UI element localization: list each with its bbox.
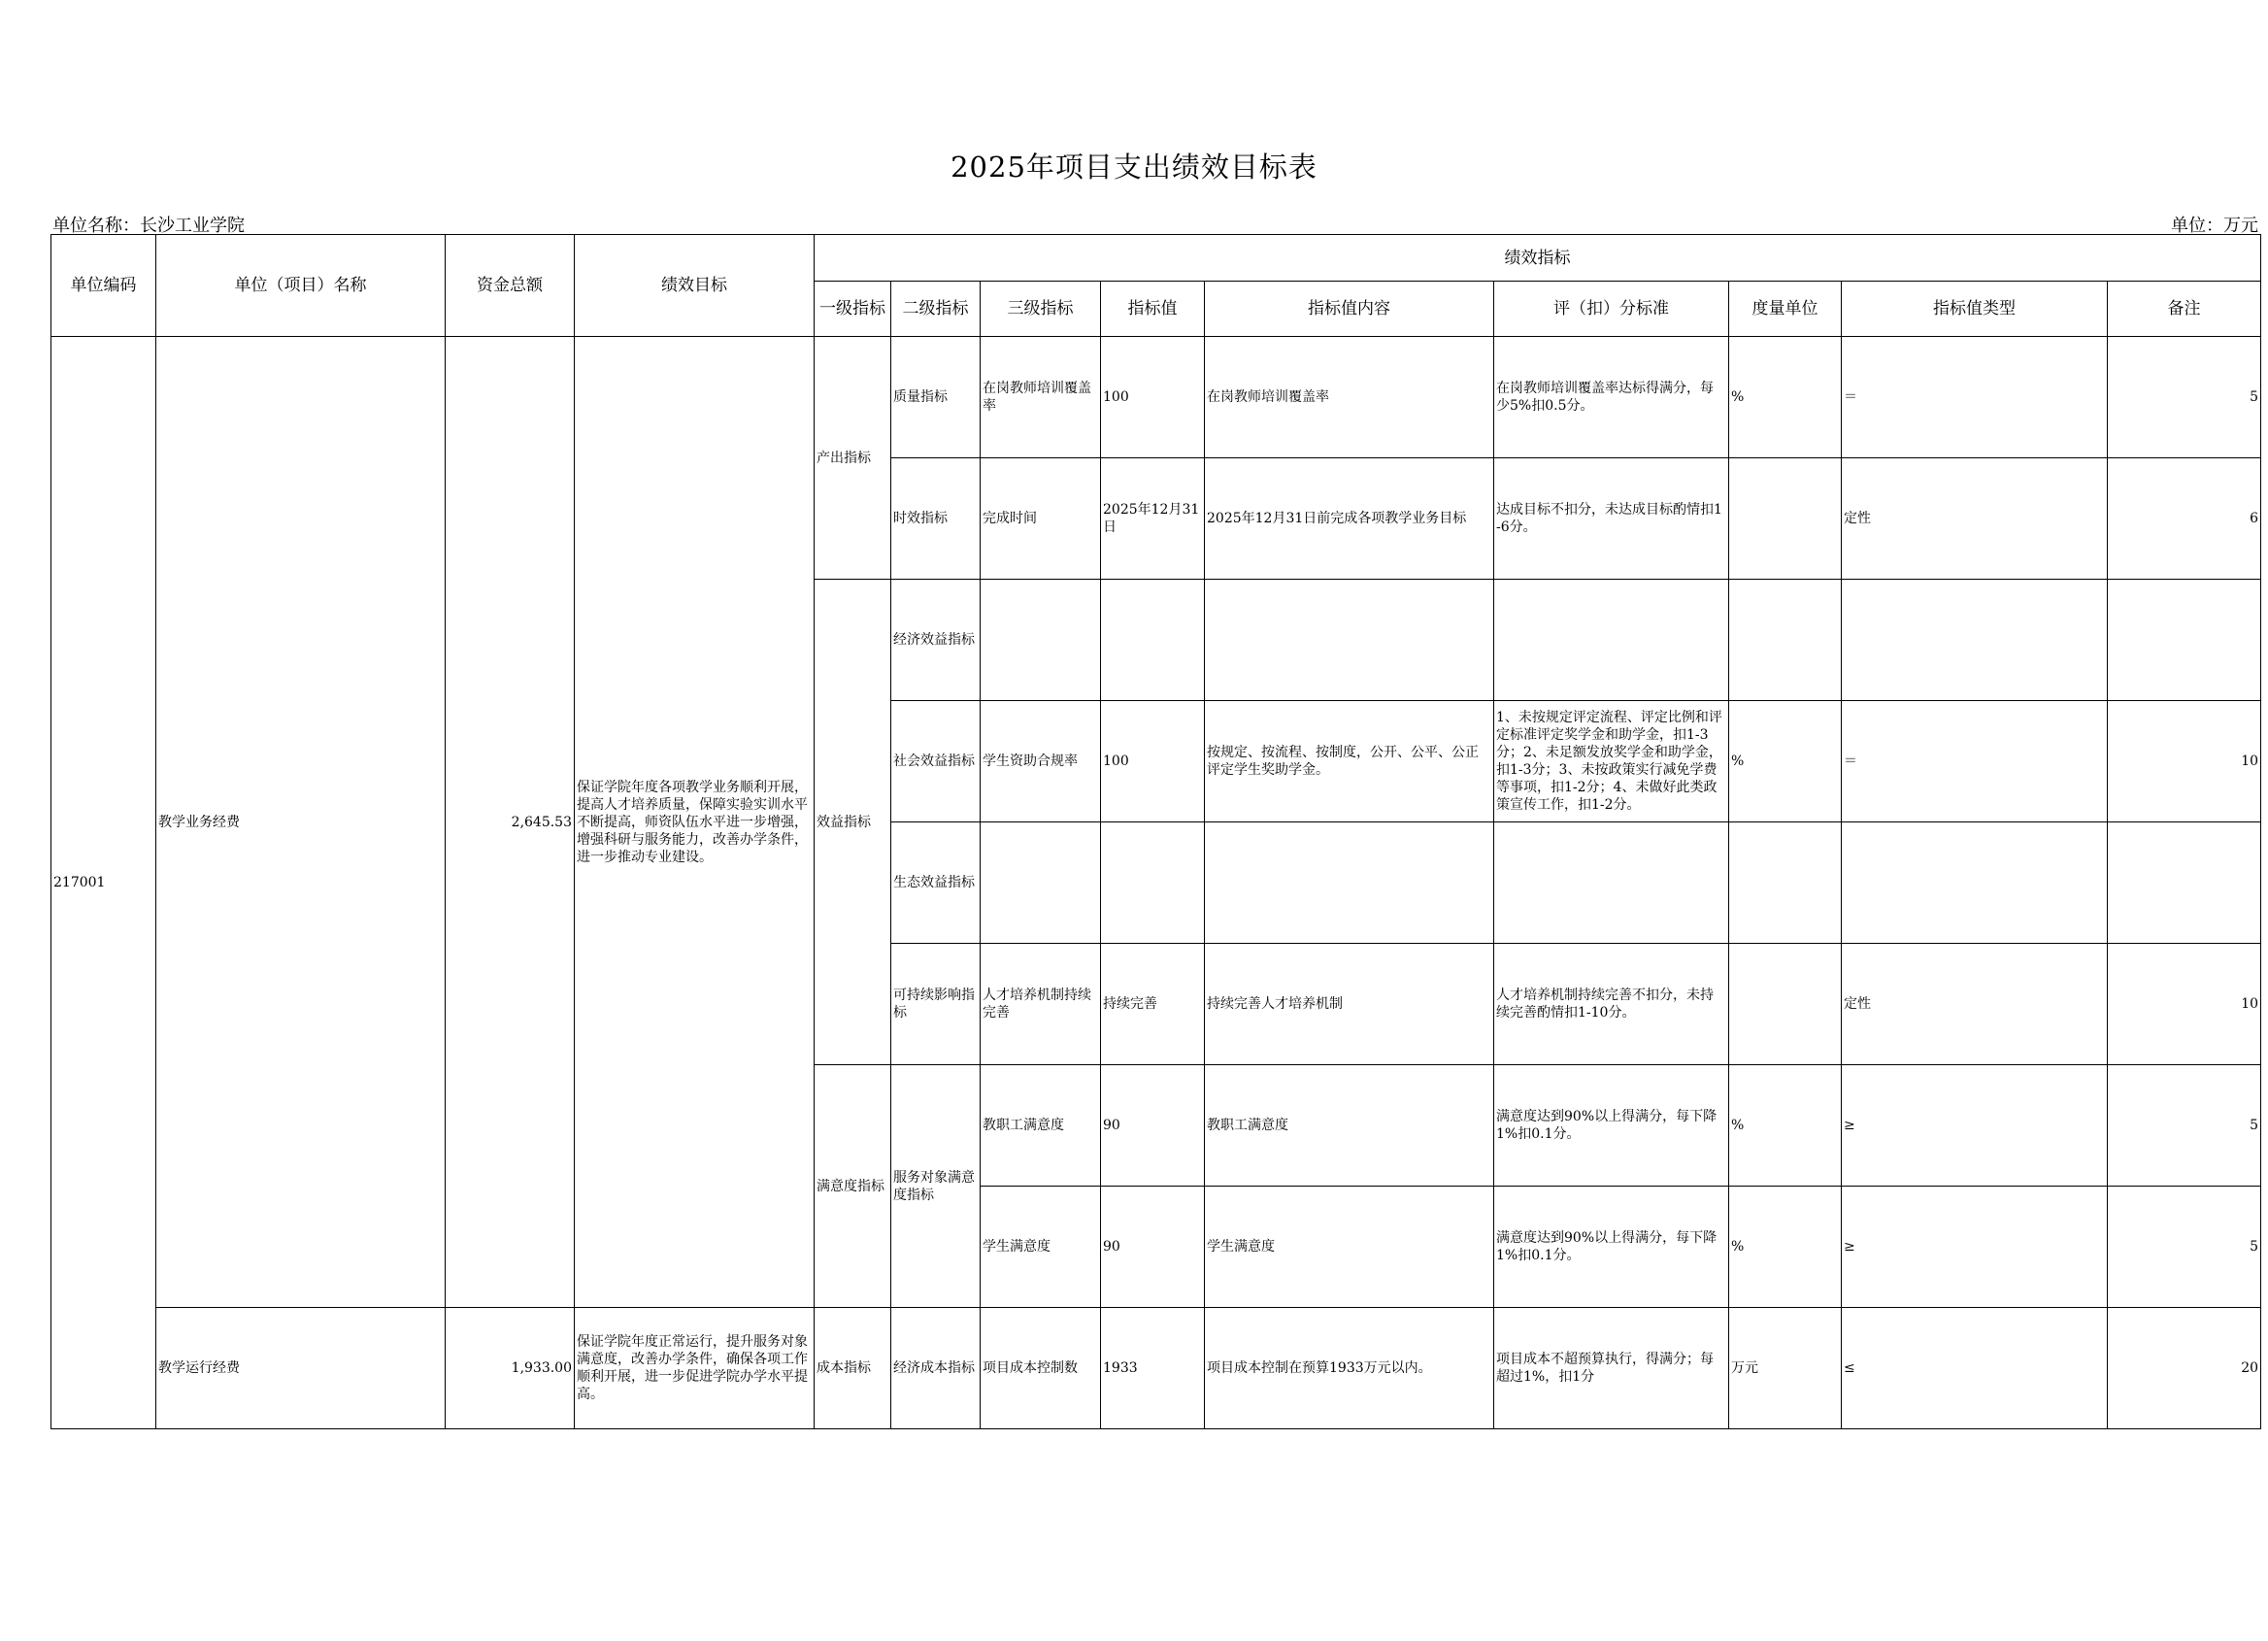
- measure-unit-cell: [1729, 944, 1842, 1065]
- level3-cell: 学生资助合规率: [981, 701, 1101, 822]
- header-indicators: 绩效指标: [815, 235, 2261, 282]
- level2-cell: 时效指标: [891, 458, 981, 580]
- scoring-cell: [1494, 580, 1729, 701]
- header-value: 指标值: [1101, 282, 1205, 337]
- value-cell: 90: [1101, 1065, 1205, 1187]
- remark-cell: [2108, 822, 2261, 944]
- level3-cell: [981, 822, 1101, 944]
- header-remark: 备注: [2108, 282, 2261, 337]
- value-type-cell: ≤: [1842, 1308, 2108, 1429]
- value-type-cell: [1842, 580, 2108, 701]
- value-type-cell: 定性: [1842, 458, 2108, 580]
- funds-cell: 2,645.53: [446, 337, 575, 1308]
- scoring-cell: 达成目标不扣分，未达成目标酌情扣1-6分。: [1494, 458, 1729, 580]
- level3-cell: 项目成本控制数: [981, 1308, 1101, 1429]
- header-project-name: 单位（项目）名称: [156, 235, 446, 337]
- remark-cell: 5: [2108, 1187, 2261, 1308]
- measure-unit-cell: %: [1729, 701, 1842, 822]
- value-type-cell: ＝: [1842, 701, 2108, 822]
- level2-cell: 质量指标: [891, 337, 981, 458]
- header-total-funds: 资金总额: [446, 235, 575, 337]
- header-level2: 二级指标: [891, 282, 981, 337]
- value-cell: 1933: [1101, 1308, 1205, 1429]
- value-type-cell: ≥: [1842, 1187, 2108, 1308]
- remark-cell: 10: [2108, 944, 2261, 1065]
- header-goal: 绩效目标: [575, 235, 815, 337]
- value-content-cell: 持续完善人才培养机制: [1205, 944, 1494, 1065]
- value-content-cell: 教职工满意度: [1205, 1065, 1494, 1187]
- scoring-cell: 满意度达到90%以上得满分，每下降1%扣0.1分。: [1494, 1187, 1729, 1308]
- value-content-cell: 项目成本控制在预算1933万元以内。: [1205, 1308, 1494, 1429]
- measure-unit-cell: %: [1729, 337, 1842, 458]
- remark-cell: 5: [2108, 337, 2261, 458]
- level3-cell: [981, 580, 1101, 701]
- value-cell: [1101, 580, 1205, 701]
- value-content-cell: [1205, 822, 1494, 944]
- scoring-cell: 满意度达到90%以上得满分，每下降1%扣0.1分。: [1494, 1065, 1729, 1187]
- unit-code-cell: 217001: [51, 337, 156, 1429]
- scoring-cell: 1、未按规定评定流程、评定比例和评定标准评定奖学金和助学金，扣1-3分；2、未足额发放奖学金和助学金，扣1-3分；3、未按政策实行减免学费等事项，扣1-2分；4、未做好此类政策宣传工作，扣1-2分。: [1494, 701, 1729, 822]
- value-content-cell: 在岗教师培训覆盖率: [1205, 337, 1494, 458]
- header-unit-code: 单位编码: [51, 235, 156, 337]
- level2-cell: 生态效益指标: [891, 822, 981, 944]
- level2-cell: 社会效益指标: [891, 701, 981, 822]
- remark-cell: [2108, 580, 2261, 701]
- value-cell: 2025年12月31日: [1101, 458, 1205, 580]
- scoring-cell: [1494, 822, 1729, 944]
- performance-table: [50, 234, 2261, 1429]
- header-level3: 三级指标: [981, 282, 1101, 337]
- goal-cell: 保证学院年度正常运行，提升服务对象满意度，改善办学条件，确保各项工作顺利开展，进一步促进学院办学水平提高。: [575, 1308, 815, 1429]
- funds-cell: 1,933.00: [446, 1308, 575, 1429]
- value-content-cell: [1205, 580, 1494, 701]
- level1-cell: 成本指标: [815, 1308, 891, 1429]
- goal-cell: 保证学院年度各项教学业务顺利开展，提高人才培养质量，保障实验实训水平不断提高，师资队伍水平进一步增强，增强科研与服务能力，改善办学条件，进一步推动专业建设。: [575, 337, 815, 1308]
- measure-unit-cell: 万元: [1729, 1308, 1842, 1429]
- value-cell: 100: [1101, 701, 1205, 822]
- header-level1: 一级指标: [815, 282, 891, 337]
- page-title: 2025年项目支出绩效目标表: [951, 151, 1317, 184]
- scoring-cell: 在岗教师培训覆盖率达标得满分，每少5%扣0.5分。: [1494, 337, 1729, 458]
- level3-cell: 人才培养机制持续完善: [981, 944, 1101, 1065]
- value-cell: 100: [1101, 337, 1205, 458]
- level2-cell: 经济效益指标: [891, 580, 981, 701]
- level2-cell: 服务对象满意度指标: [891, 1065, 981, 1308]
- value-type-cell: ＝: [1842, 337, 2108, 458]
- remark-cell: 10: [2108, 701, 2261, 822]
- level3-cell: 在岗教师培训覆盖率: [981, 337, 1101, 458]
- value-type-cell: [1842, 822, 2108, 944]
- currency-unit-label: 单位：万元: [2171, 216, 2258, 236]
- level1-cell: 产出指标: [815, 337, 891, 580]
- table-row: [51, 1308, 2261, 1429]
- level3-cell: 完成时间: [981, 458, 1101, 580]
- value-type-cell: ≥: [1842, 1065, 2108, 1187]
- level3-cell: 学生满意度: [981, 1187, 1101, 1308]
- measure-unit-cell: %: [1729, 1065, 1842, 1187]
- value-type-cell: 定性: [1842, 944, 2108, 1065]
- measure-unit-cell: %: [1729, 1187, 1842, 1308]
- value-cell: [1101, 822, 1205, 944]
- remark-cell: 20: [2108, 1308, 2261, 1429]
- header-scoring: 评（扣）分标准: [1494, 282, 1729, 337]
- scoring-cell: 人才培养机制持续完善不扣分，未持续完善酌情扣1-10分。: [1494, 944, 1729, 1065]
- level2-cell: 经济成本指标: [891, 1308, 981, 1429]
- level2-cell: 可持续影响指标: [891, 944, 981, 1065]
- remark-cell: 5: [2108, 1065, 2261, 1187]
- project-name-cell: 教学业务经费: [156, 337, 446, 1308]
- table-row: [51, 337, 2261, 458]
- measure-unit-cell: [1729, 458, 1842, 580]
- unit-name-label: 单位名称：长沙工业学院: [52, 216, 245, 236]
- header-measure-unit: 度量单位: [1729, 282, 1842, 337]
- measure-unit-cell: [1729, 580, 1842, 701]
- header-value-type: 指标值类型: [1842, 282, 2108, 337]
- project-name-cell: 教学运行经费: [156, 1308, 446, 1429]
- value-content-cell: 2025年12月31日前完成各项教学业务目标: [1205, 458, 1494, 580]
- value-content-cell: 按规定、按流程、按制度，公开、公平、公正评定学生奖助学金。: [1205, 701, 1494, 822]
- level1-cell: 满意度指标: [815, 1065, 891, 1308]
- value-cell: 90: [1101, 1187, 1205, 1308]
- value-cell: 持续完善: [1101, 944, 1205, 1065]
- remark-cell: 6: [2108, 458, 2261, 580]
- level3-cell: 教职工满意度: [981, 1065, 1101, 1187]
- value-content-cell: 学生满意度: [1205, 1187, 1494, 1308]
- measure-unit-cell: [1729, 822, 1842, 944]
- scoring-cell: 项目成本不超预算执行，得满分；每超过1%，扣1分: [1494, 1308, 1729, 1429]
- header-value-content: 指标值内容: [1205, 282, 1494, 337]
- level1-cell: 效益指标: [815, 580, 891, 1065]
